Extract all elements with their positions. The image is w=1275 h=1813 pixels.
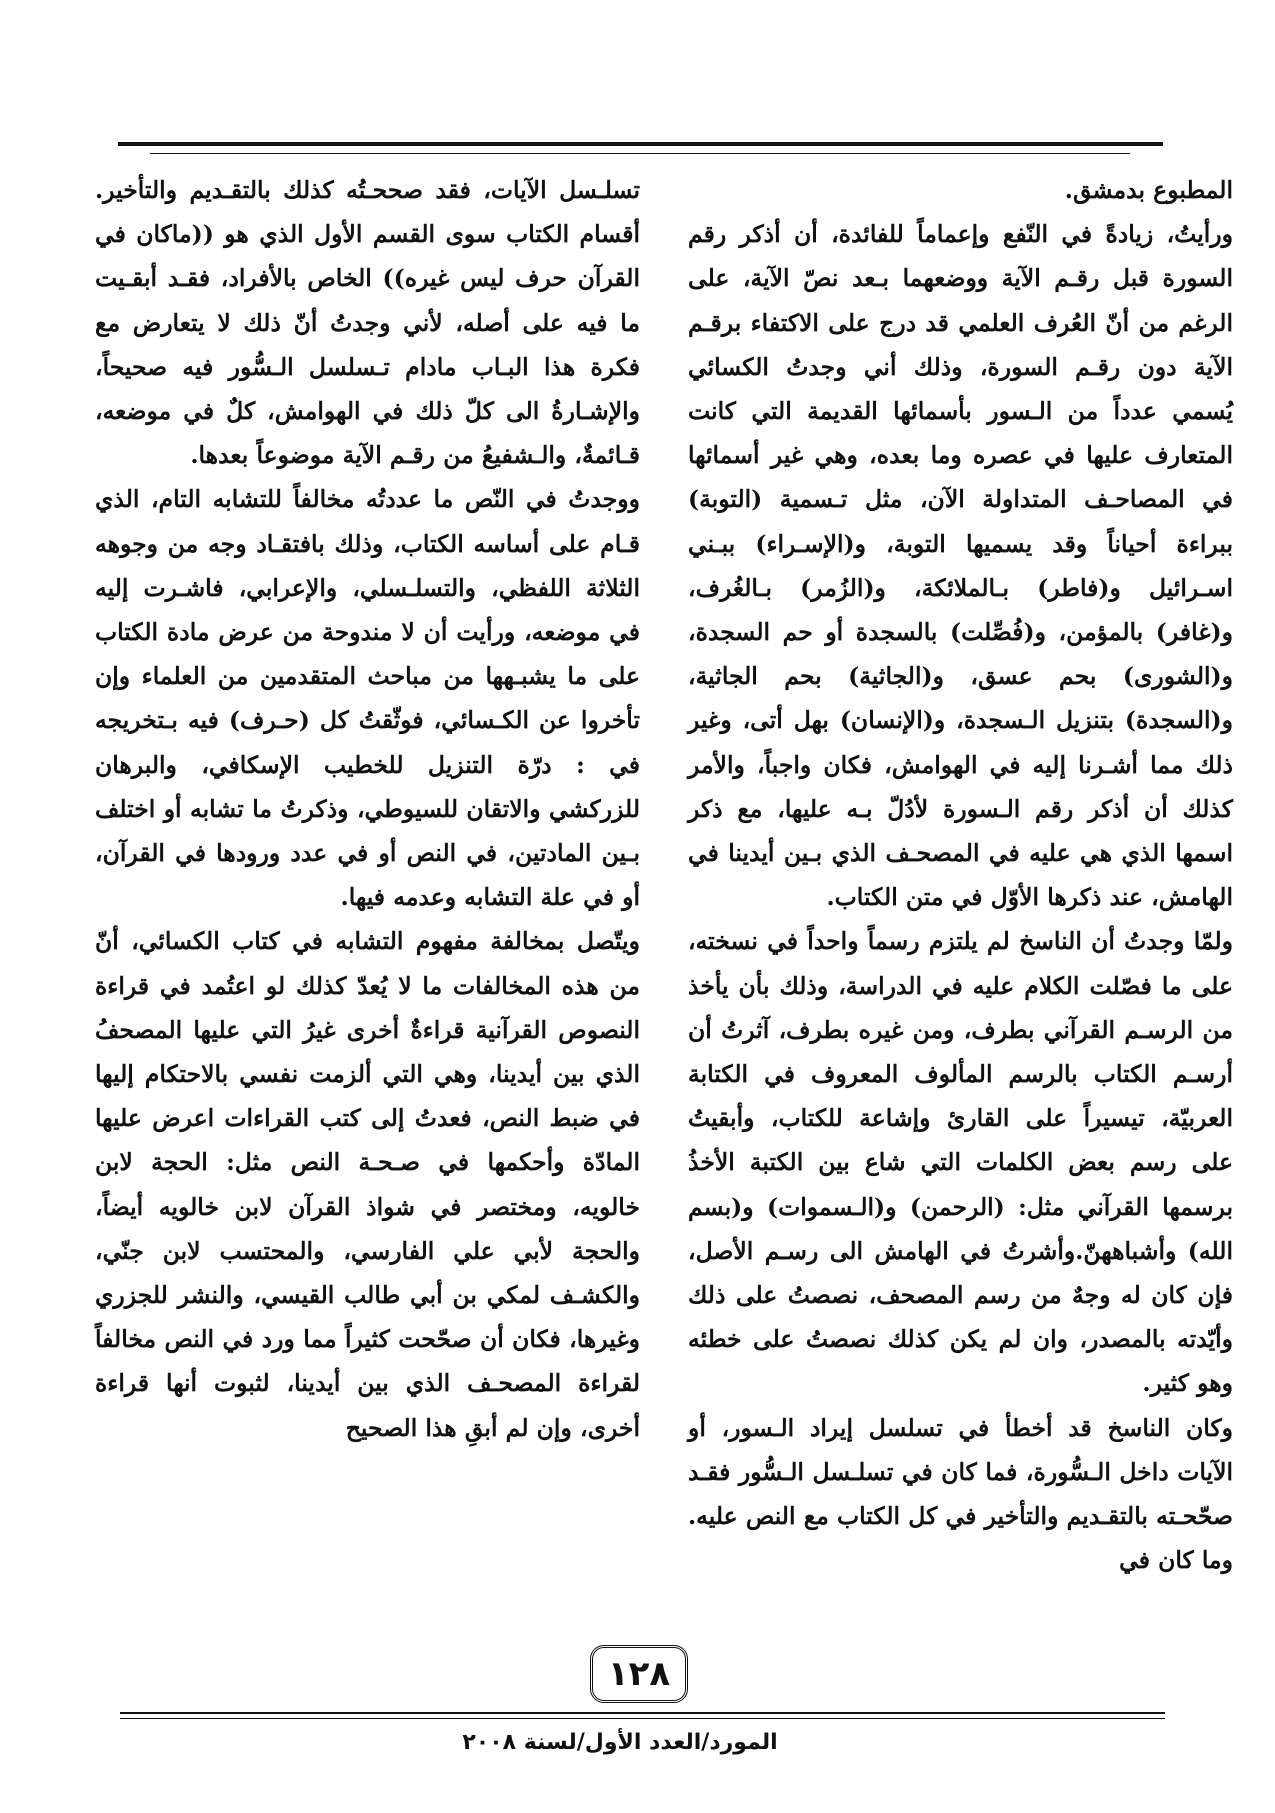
paragraph: المطبوع بدمشق.: [1064, 176, 1233, 204]
paragraph: ورأيتُ، زيادةً في النّفع وإعماماً للفائدة، أن أذكر رقم السورة قبل رقـم الآية ووضعهما بـعد نصّ الآية، على الرغم من أنّ العُرف العلمي قد درج على الاكتفاء برقـم الآية دون رقـم السورة، وذلك أني وجدتُ الكسائي يُسمي عدداً من الـسور بأسمائها القديمة التي كانت المتعارف عليها في عصره وما بعده، وهي غير أسمائها في المصاحـف المتداولة الآن، مثل تـسمية (التوبة) ببراءة أحياناً وقد يسميها التوبة، و(الإسـراء) ببـني اسـرائيل و(فاطر) بـالملائكة، و(الزُمر) بـالغُرف، و(غافر) بالمؤمن، و(فُصِّلت) بالسجدة أو حم السجدة، و(الشورى) بحم عسق، و(الجاثية) بحم الجاثية، و(السجدة) بتنزيل الـسجدة، و(الإنسان) بهل أتى، وغير ذلك مما أشـرنا إليه في الهوامش، فكان واجباً، والأمر كذلك أن أذكر رقم الـسورة لأدُلّ بـه عليها، مع ذكر اسمها الذي هي عليه في المصحـف الذي بـين أيدينا في الهامش، عند ذكرها الأوّل في متن الكتاب.: [688, 220, 1233, 912]
page-number: ١٢٨: [590, 1645, 688, 1703]
paragraph: تسلـسل الآيات، فقد صححـتُه كذلك بالتقـديم والتأخير. أقسام الكتاب سوى القسم الأول الذي هو ((ماكان في القرآن حرف ليس غيره)) الخاص بالأفراد، فقـد أبقـيت ما فيه على أصله، لأني وجدتُ أنّ ذلك لا يتعارض مع فكرة هذا البـاب مادام تـسلسل الـسُّور فيه صحيحاً، والإشـارةُ الى كلّ ذلك في الهوامش، كلٌ في موضعه، قـائمةٌ، والـشفيعُ من رقـم الآية موضوعاً بعدها.: [95, 176, 640, 470]
paragraph: ويتّصل بمخالفة مفهوم التشابه في كتاب الكسائي، أنّ من هذه المخالفات ما لا يُعدّ كذلك لو اعتُمد في قراءة النصوص القرآنية قراءةٌ أخرى غيرُ التي عليها المصحفُ الذي بين أيدينا، وهي التي ألزمت نفسي بالاحتكام إليها في ضبط النص، فعدتُ إلى كتب القراءات اعرض عليها المادّة وأحكمها في صـحـة النص مثل: الحجة لابن خالويه، ومختصر في شواذ القرآن لابن خالويه أيضاً، والحجة لأبي علي الفارسي، والمحتسب لابن جنّي، والكشـف لمكي بن أبي طالب القيسي، والنشر للجزري وغيرها، فكان أن صحّحت كثيراً مما ورد في النص مخالفاً لقراءة المصحـف الذي بين أيدينا، لثبوت أنها قراءة أخرى، وإن لم أبقِ هذا الصحيح: [95, 927, 640, 1442]
journal-footer: المورد/العدد الأول/لسنة ٢٠٠٨: [462, 1730, 778, 1755]
left-column: [95, 168, 640, 1450]
right-column: [688, 168, 1233, 1583]
paragraph: ووجدتُ في النّص ما عددتُه مخالفاً للتشابه التام، الذي قـام على أساسه الكتاب، وذلك بافتقـاد وجه من وجوهه الثلاثة اللفظي، والتسلـسلي، والإعرابي، فاشـرت إليه في موضعه، ورأيت أن لا مندوحة من عرض مادة الكتاب على ما يشبـهها من مباحث المتقدمين من العلماء وإن تأخروا عن الكـسائي، فوثّقتُ كل (حـرف) فيه بـتخريجه في : درّة التنزيل للخطيب الإسكافي، والبرهان للزركشي والاتقان للسيوطي، وذكرتُ ما تشابه أو اختلف بـين المادتين، في النص أو في عدد ورودها في القرآن، أو في علة التشابه وعدمه فيها.: [95, 485, 640, 912]
bottom-rule-thin: [120, 1718, 1165, 1719]
top-rule: [118, 142, 1163, 146]
bottom-rule: [120, 1712, 1165, 1714]
paragraph: وكان الناسخ قد أخطأ في تسلسل إيراد الـسور، أو الآيات داخل الـسُّورة، فما كان في تسلـسل الـسُّور فقـد صحّحـته بالتقـديم والتأخير في كل الكتاب مع النص عليه. وما كان في: [688, 1413, 1233, 1575]
paragraph: ولمّا وجدتُ أن الناسخ لم يلتزم رسماً واحداً في نسخته، على ما فصّلت الكلام عليه في الدراسة، وذلك بأن يأخذ من الرسـم القرآني بطرف، ومن غيره بطرف، آثرتُ أن أرسـم الكتاب بالرسم المألوف المعروف في الكتابة العربيّة، تيسيراً على القارئ وإشاعة للكتاب، وأبقيتُ على رسم بعض الكلمات التي شاع بين الكتبة الأخذُ برسمها القرآني مثل: (الرحمن) و(الـسموات) و(بسم الله) وأشباههنّ.وأشرتُ في الهامش الى رسـم الأصل، فإن كان له وجهٌ من رسم المصحف، نصصتُ على ذلك وأيّدته بالمصدر، وان لم يكن كذلك نصصتُ على خطئه وهو كثير.: [688, 927, 1233, 1398]
top-rule-thin: [150, 153, 1130, 154]
